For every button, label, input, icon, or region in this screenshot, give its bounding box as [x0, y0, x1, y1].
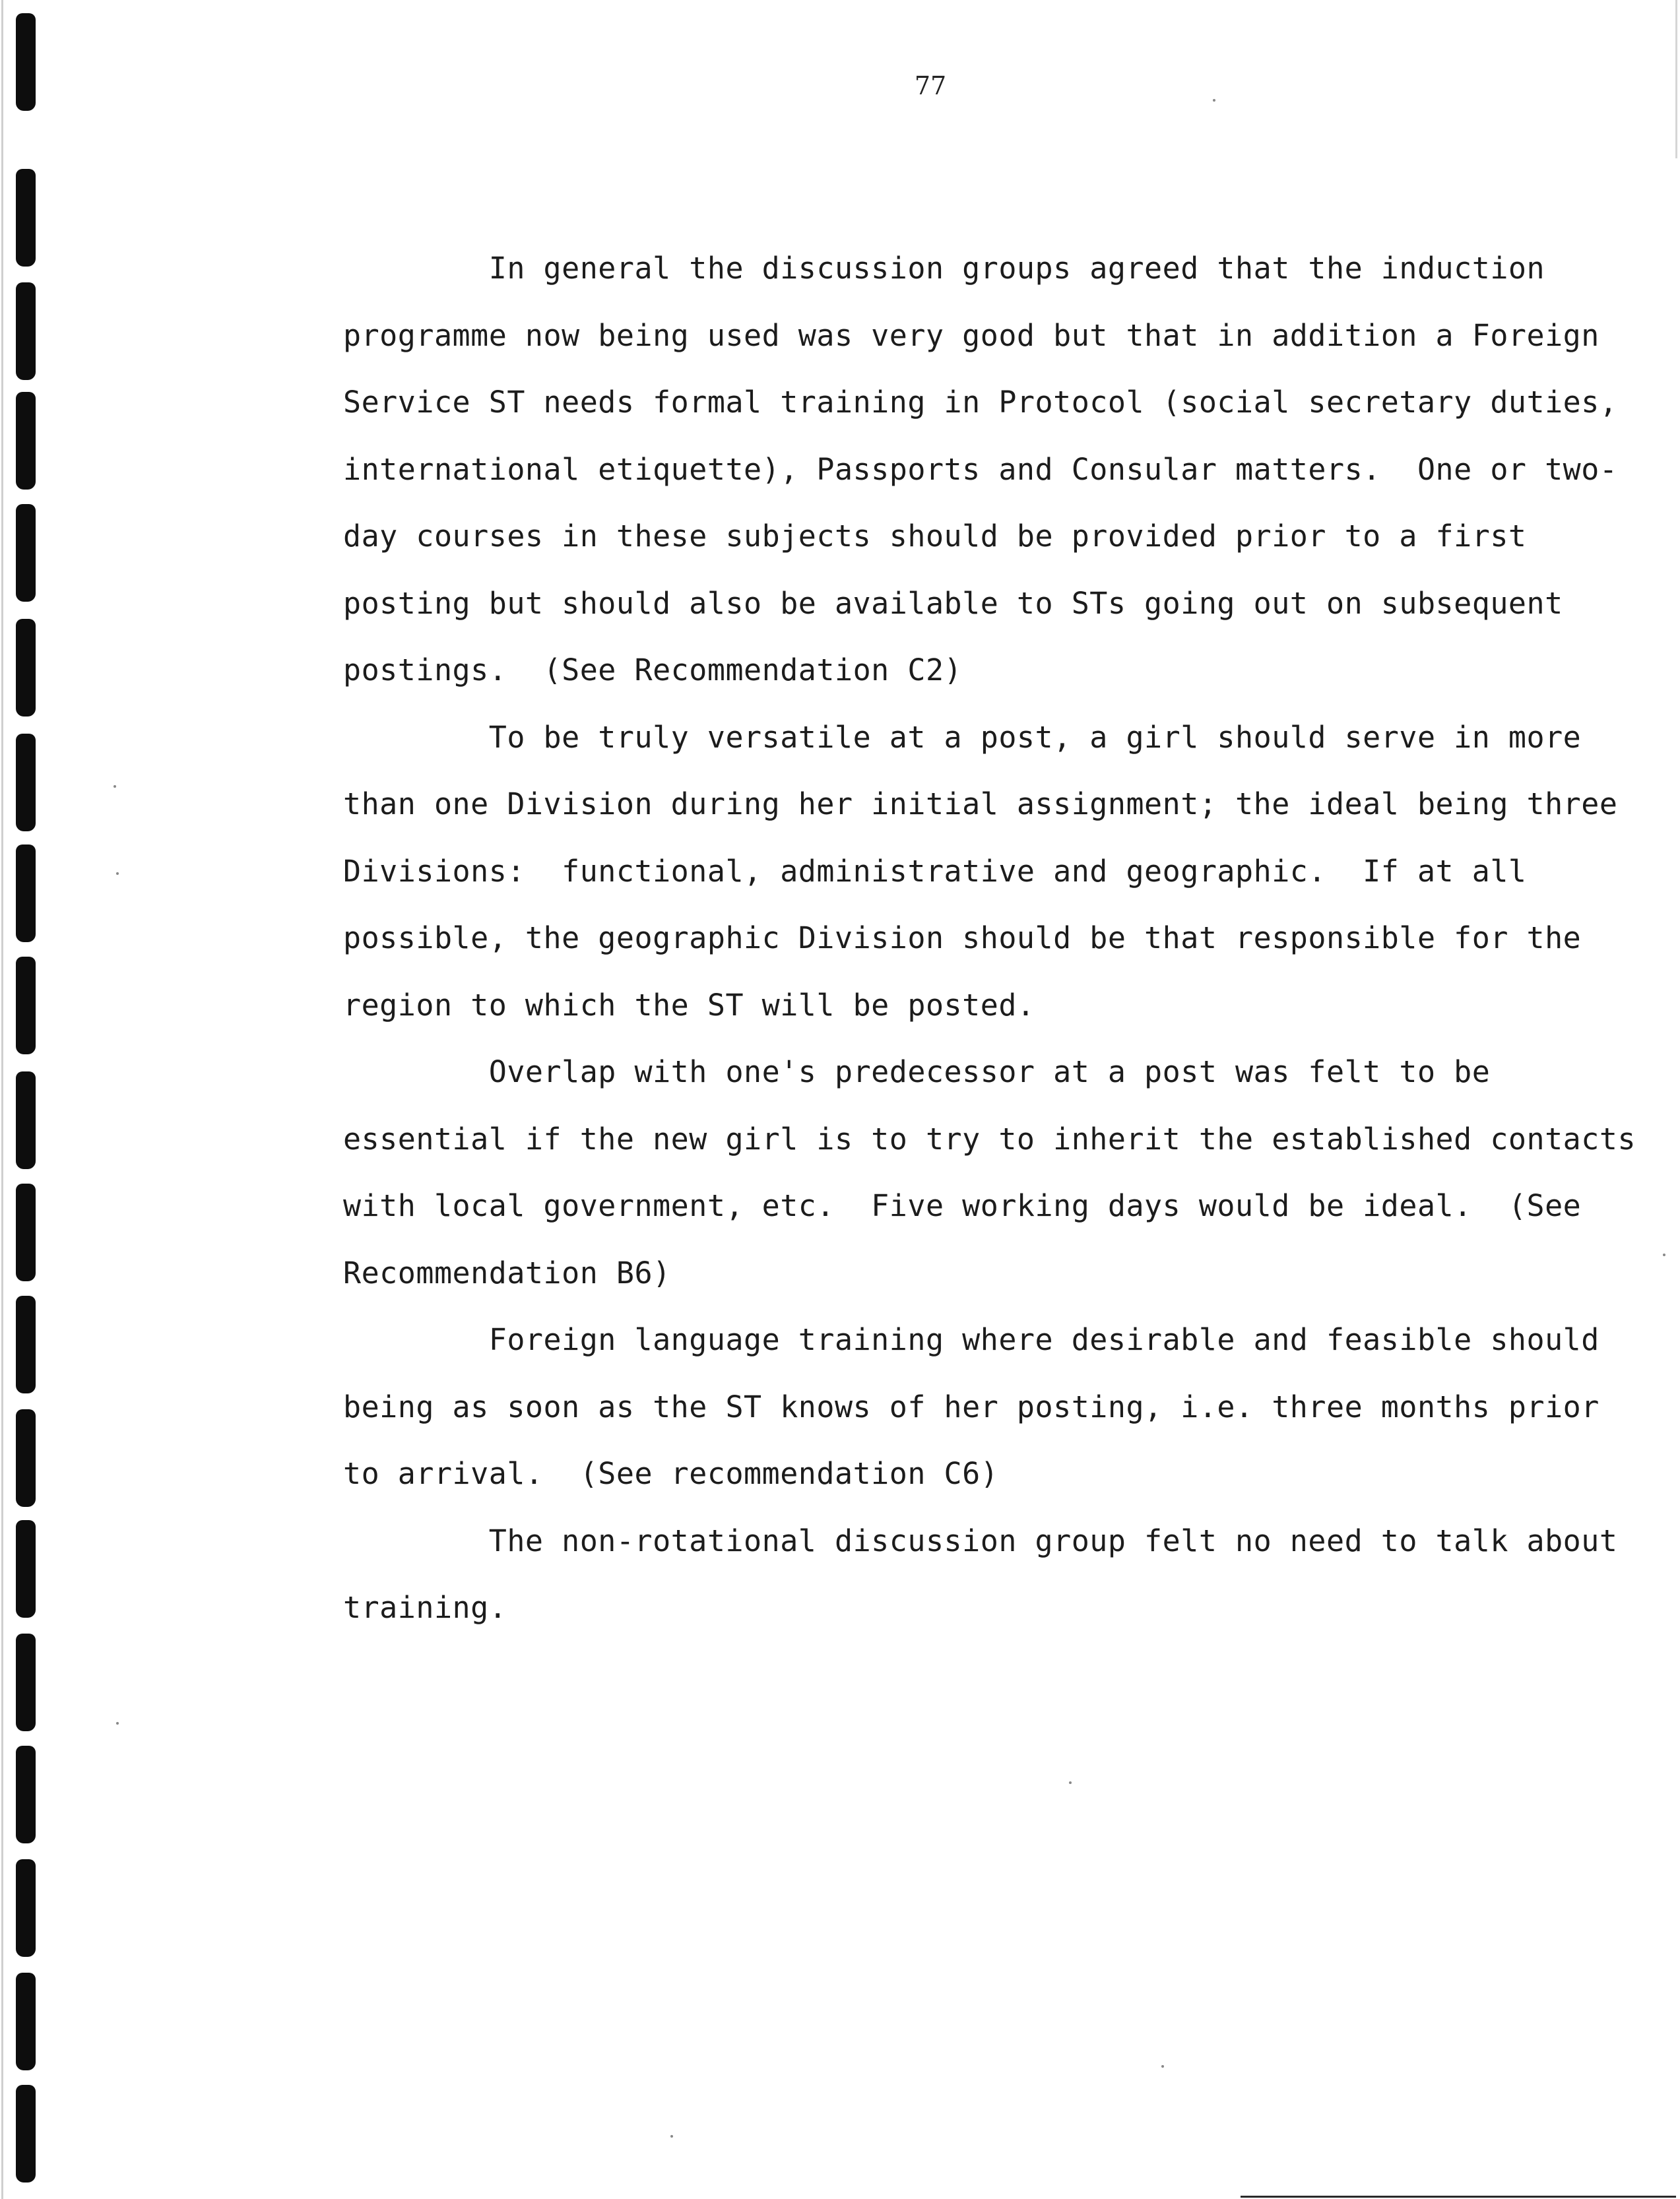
binding-hole [16, 392, 36, 490]
scan-speck [1663, 1254, 1665, 1256]
binding-hole [16, 734, 36, 831]
binding-hole [16, 1746, 36, 1843]
binding-hole [16, 1520, 36, 1618]
binding-hole [16, 619, 36, 717]
binding-hole [16, 1409, 36, 1507]
binding-hole [16, 1071, 36, 1169]
scan-speck [1213, 99, 1215, 102]
text-line: international etiquette), Passports and Consular matters. One or two- [343, 451, 1618, 487]
text-line: Recommendation B6) [343, 1255, 671, 1291]
binding-hole [16, 282, 36, 380]
text-line: The non-rotational discussion group felt no need to talk about [343, 1523, 1618, 1558]
binding-hole [16, 1634, 36, 1731]
document-body [343, 235, 1636, 1641]
text-line: region to which the ST will be posted. [343, 987, 1035, 1023]
text-line: with local government, etc. Five working days would be ideal. (See [343, 1188, 1582, 1223]
binding-hole [16, 13, 36, 111]
binding-hole [16, 1859, 36, 1957]
text-line: being as soon as the ST knows of her posting, i.e. three months prior [343, 1389, 1599, 1424]
binding-hole [16, 169, 36, 267]
text-line: training. [343, 1590, 507, 1625]
binding-hole [16, 1296, 36, 1393]
binding-hole [16, 1973, 36, 2070]
text-line: to arrival. (See recommendation C6) [343, 1456, 999, 1491]
scan-speck [113, 785, 116, 788]
binding-holes-strip [0, 0, 73, 2199]
text-line: programme now being used was very good but that in addition a Foreign [343, 317, 1599, 353]
page-bottom-edge [1241, 2196, 1676, 2198]
binding-hole [16, 504, 36, 602]
text-line: Service ST needs formal training in Protocol (social secretary duties, [343, 385, 1618, 420]
text-line: Divisions: functional, administrative and geographic. If at all [343, 853, 1527, 889]
page-number: 77 [914, 71, 947, 100]
text-line: possible, the geographic Division should be that responsible for the [343, 920, 1582, 955]
paragraph-non-rotational [343, 1508, 1618, 1641]
paragraph-versatility [343, 704, 1618, 1039]
scan-speck [1069, 1781, 1072, 1784]
text-line: To be truly versatile at a post, a girl should serve in more [343, 719, 1582, 755]
text-line: In general the discussion groups agreed that the induction [343, 251, 1545, 286]
page-right-edge [1675, 0, 1677, 158]
text-line: postings. (See Recommendation C2) [343, 653, 963, 687]
paragraph-language-training [343, 1306, 1597, 1508]
text-line: than one Division during her initial assignment; the ideal being three [343, 786, 1618, 821]
text-line: day courses in these subjects should be provided prior to a first [343, 519, 1527, 554]
binding-hole [16, 957, 36, 1054]
binding-hole [16, 1184, 36, 1281]
scan-speck [1161, 2065, 1164, 2068]
scan-speck [670, 2135, 673, 2138]
binding-hole [16, 2085, 36, 2183]
paragraph-induction-programme [343, 235, 1618, 704]
scan-speck [116, 1722, 119, 1725]
text-line: essential if the new girl is to try to inherit the established contacts [343, 1121, 1636, 1157]
scan-speck [116, 872, 119, 875]
paragraph-overlap [343, 1038, 1636, 1306]
text-line: Foreign language training where desirable and feasible should [343, 1322, 1599, 1357]
text-line: posting but should also be available to STs going out on subsequent [343, 585, 1563, 621]
text-line: Overlap with one's predecessor at a post was felt to be [343, 1054, 1491, 1089]
binding-hole [16, 845, 36, 942]
